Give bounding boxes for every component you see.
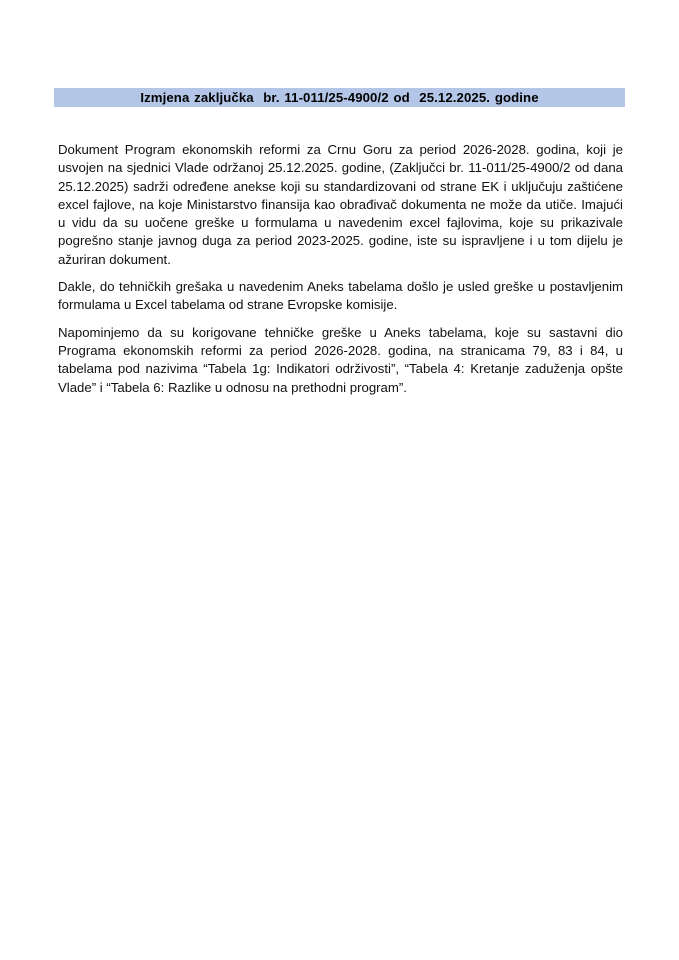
paragraph-2: Dakle, do tehničkih grešaka u navedenim Aneks tabelama došlo je usled greške u postavljenim formulama u Excel tabelama od strane Evropske komisije. xyxy=(58,279,623,313)
paragraph-1: Dokument Program ekonomskih reformi za Crnu Goru za period 2026-2028. godina, koji je usvojen na sjednici Vlade održanoj 25.12.2025. godine, (Zaključci br. 11-011/25-4900/2 od dana 25.12.2025) sadrži određene anekse koji su standardizovani od strane EK i uključuju zaštićene excel fajlove, na koje Ministarstvo finansija kao obrađivač dokumenta ne može da utiče. Imajući u vidu da su uočene greške u formulama u navedenim excel fajlovima, koje su prikazivale pogrešno stanje javnog duga za period 2023-2025. godine, iste su ispravljene i u tom dijelu je ažuriran dokument. xyxy=(58,142,623,267)
title-banner xyxy=(54,88,625,107)
paragraph-3: Napominjemo da su korigovane tehničke greške u Aneks tabelama, koje su sastavni dio Programa ekonomskih reformi za period 2026-2028. godina, na stranicama 79, 83 i 84, u tabelama pod nazivima “Tabela 1g: Indikatori održivosti”, “Tabela 4: Kretanje zaduženja opšte Vlade” i “Tabela 6: Razlike u odnosu na prethodni program”. xyxy=(58,324,623,395)
document-title: Izmjena zaključka br. 11-011/25-4900/2 od 25.12.2025. godine xyxy=(140,90,539,105)
document-body xyxy=(58,141,623,406)
